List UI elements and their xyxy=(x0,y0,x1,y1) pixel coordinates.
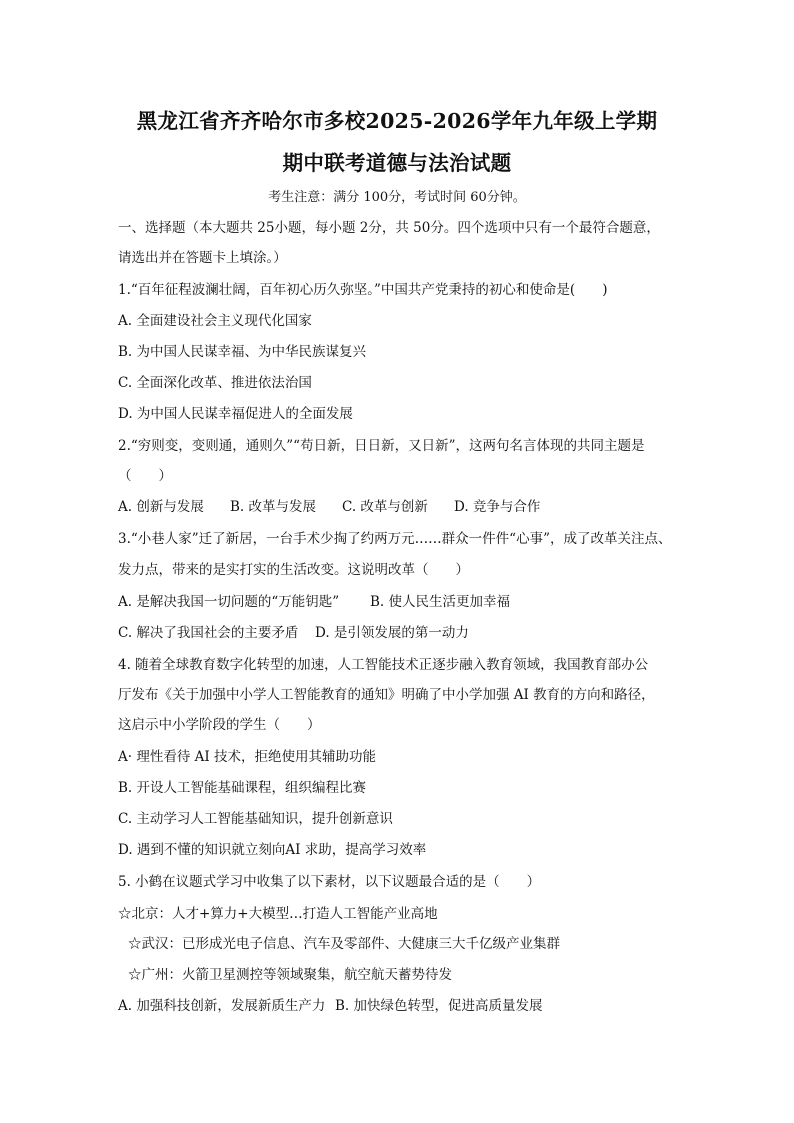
q3-option-c: C. 解决了我国社会的主要矛盾 xyxy=(118,625,299,641)
q2-option-c: C. 改革与创新 xyxy=(342,499,428,515)
q3-stem: 3.“小巷人家”迁了新居，一台手术少掏了约两万元……群众一件件“心事”，成了改革关注点、 xyxy=(118,531,672,547)
q5-options-ab xyxy=(118,997,543,1015)
q2-stem: 2.“穷则变，变则通，通则久”“苟日新，日日新，又日新”，这两句名言体现的共同主题是 xyxy=(118,438,645,454)
exam-title-line2: 期中联考道德与法治试题 xyxy=(282,151,512,175)
q2-stem-continued: （ ） xyxy=(118,468,172,484)
q4-option-c: C. 主动学习人工智能基础知识，提升创新意识 xyxy=(118,811,393,827)
q4-option-b: B. 开设人工智能基础课程，组织编程比赛 xyxy=(118,780,367,796)
q1-option-c: C. 全面深化改革、推进依法治国 xyxy=(118,375,312,391)
q2-options xyxy=(118,498,540,516)
q2-option-d: D. 竞争与合作 xyxy=(454,499,541,515)
q4-option-a: A· 理性看待 AI 技术，拒绝使用其辅助功能 xyxy=(118,749,376,765)
q5-option-a: A. 加强科技创新，发展新质生产力 xyxy=(118,998,326,1014)
q5-option-b: B. 加快绿色转型，促进高质量发展 xyxy=(335,998,543,1014)
q2-option-a: A. 创新与发展 xyxy=(118,499,204,515)
q4-stem-continued-2: 这启示中小学阶段的学生（ ） xyxy=(118,717,321,733)
exam-notice: 考生注意：满分 100分，考试时间 60分钟。 xyxy=(268,190,526,205)
q5-material-3: ☆广州：火箭卫星测控等领域聚集，航空航天蓄势待发 xyxy=(128,967,452,983)
q2-option-b: B. 改革与发展 xyxy=(230,499,317,515)
q4-stem: 4. 随着全球教育数字化转型的加速，人工智能技术正逐步融入教育领域，我国教育部办公 xyxy=(118,657,649,673)
q1-option-d: D. 为中国人民谋幸福促进人的全面发展 xyxy=(118,406,353,422)
section-heading-continued: 请选出并在答题卡上填涂。） xyxy=(118,250,287,266)
exam-title-line1: 黑龙江省齐齐哈尔市多校2025-2026学年九年级上学期 xyxy=(136,109,658,133)
q1-option-a: A. 全面建设社会主义现代化国家 xyxy=(118,313,312,329)
q1-option-b: B. 为中国人民谋幸福、为中华民族谋复兴 xyxy=(118,344,367,360)
q3-option-d: D. 是引领发展的第一动力 xyxy=(315,625,469,641)
section-heading: 一、选择题（本大题共 25小题，每小题 2分，共 50分。四个选项中只有一个最符合题意， xyxy=(118,220,660,236)
q3-stem-continued: 发力点，带来的是实打实的生活改变。这说明改革（ ） xyxy=(118,562,469,578)
q5-material-2: ☆武汉：已形成光电子信息、汽车及零部件、大健康三大千亿级产业集群 xyxy=(128,936,560,952)
q4-option-d: D. 遇到不懂的知识就立刻向AI 求助，提高学习效率 xyxy=(118,842,427,858)
q3-options-cd xyxy=(118,624,469,642)
q1-stem: 1.“百年征程波澜壮阔，百年初心历久弥坚。”中国共产党秉持的初心和使命是( ) xyxy=(118,282,608,298)
q5-stem: 5. 小鹤在议题式学习中收集了以下素材，以下议题最合适的是（ ） xyxy=(118,874,541,890)
q3-option-b: B. 使人民生活更加幸福 xyxy=(370,594,511,610)
q4-stem-continued: 厅发布《关于加强中小学人工智能教育的通知》明确了中小学加强 AI 教育的方向和路径， xyxy=(118,687,655,703)
q3-options-ab xyxy=(118,593,510,611)
q3-option-a: A. 是解决我国一切问题的“万能钥匙” xyxy=(118,594,340,610)
q5-material-1: ☆北京：人才+算力+大模型…打造人工智能产业高地 xyxy=(118,906,438,922)
